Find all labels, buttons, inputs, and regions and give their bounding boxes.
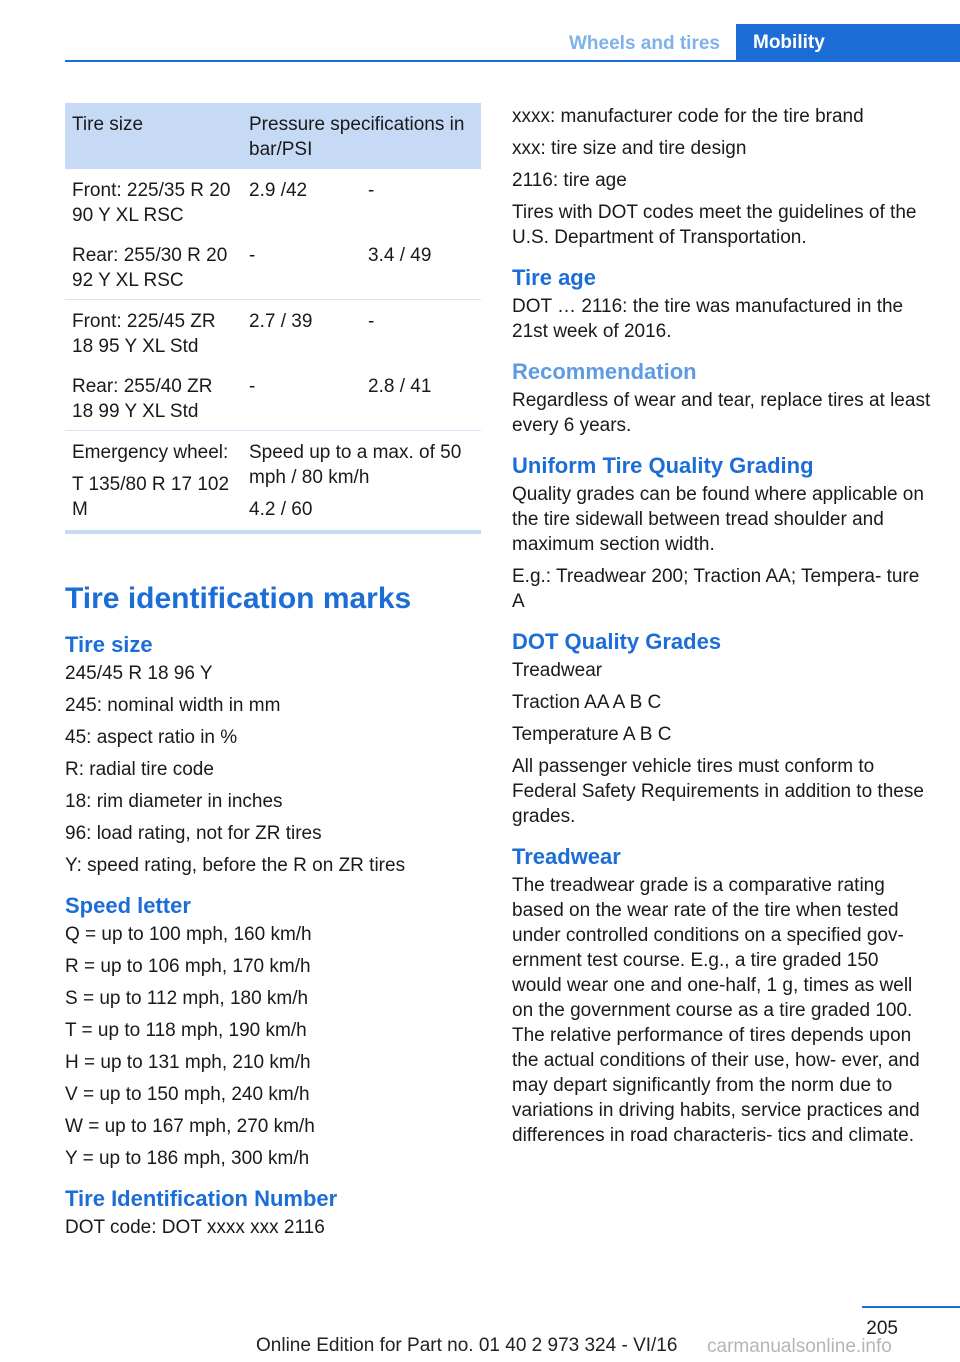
utqg-example: E.g.: Treadwear 200; Traction AA; Tempera‐ ture A xyxy=(512,566,920,612)
speed-letter-line: H = up to 131 mph, 210 km/h xyxy=(65,1052,311,1073)
intro-line: 2116: tire age xyxy=(512,170,627,191)
page-number-rule xyxy=(862,1306,960,1308)
pressure-table xyxy=(65,103,481,534)
utqg-heading: Uniform Tire Quality Grading xyxy=(512,453,814,478)
recommendation-heading: Recommendation xyxy=(512,359,697,384)
tire-size-line: 96: load rating, not for ZR tires xyxy=(65,823,322,844)
front-pressure-cell: - xyxy=(249,245,256,266)
tire-size-cell: Front: 225/45 ZR 18 95 Y XL Std xyxy=(65,300,242,366)
utqg-text: Quality grades can be found where applicable on the tire sidewall between tread shoulder and maximum section width. xyxy=(512,484,924,555)
intro-line: xxx: tire size and tire design xyxy=(512,138,747,159)
tin-line: DOT code: DOT xxxx xxx 2116 xyxy=(65,1217,325,1238)
treadwear-text: The treadwear grade is a comparative rating based on the wear rate of the tire when tested under controlled conditions on a specified gov‐ ernment test course. E.g., a tire graded 150 would wear one and one-half, 1 g, times as well on the government course as a tire graded 100. The relative performance of tires depends upon the actual conditions of their use, how‐ ever, and may depart significantly from the norm due to variations in driving habits, service practices and differences in road characteris‐ tics and climate. xyxy=(512,875,920,1146)
speed-letter-line: V = up to 150 mph, 240 km/h xyxy=(65,1084,310,1105)
tire-age-heading: Tire age xyxy=(512,265,596,290)
speed-letter-heading: Speed letter xyxy=(65,893,191,918)
front-pressure-cell: - xyxy=(249,376,256,397)
tire-size-cell: Rear: 255/30 R 20 92 Y XL RSC xyxy=(72,245,228,291)
dot-grades-line: Treadwear xyxy=(512,660,603,681)
front-pressure-cell: 2.9 /42 xyxy=(249,180,308,201)
rear-pressure-cell: 2.8 / 41 xyxy=(368,376,432,397)
table-row xyxy=(65,365,481,431)
tire-size-line: 245/45 R 18 96 Y xyxy=(65,663,213,684)
recommendation-text: Regardless of wear and tear, replace tires at least every 6 years. xyxy=(512,390,931,436)
tire-size-heading: Tire size xyxy=(65,632,153,657)
table-header-pressure: Pressure specifications in bar/PSI xyxy=(242,103,481,169)
dot-grades-text: All passenger vehicle tires must conform to Federal Safety Requirements in addition to these grades. xyxy=(512,756,924,827)
tire-size-line: Y: speed rating, before the R on ZR tires xyxy=(65,855,406,876)
emergency-wheel-cell xyxy=(65,431,242,533)
emergency-wheel-row xyxy=(65,431,481,533)
rear-pressure-cell: - xyxy=(368,180,375,201)
header-section-title: Wheels and tires xyxy=(569,33,720,54)
right-column xyxy=(512,104,932,1155)
edition-footer: Online Edition for Part no. 01 40 2 973 324 - VI/16 xyxy=(256,1335,678,1356)
treadwear-heading: Treadwear xyxy=(512,844,621,869)
dot-grades-line: Temperature A B C xyxy=(512,724,672,745)
rear-pressure-cell: - xyxy=(361,300,481,366)
speed-letter-line: Q = up to 100 mph, 160 km/h xyxy=(65,924,312,945)
watermark: carmanualsonline.info xyxy=(707,1336,892,1357)
tire-size-line: 245: nominal width in mm xyxy=(65,695,281,716)
speed-letter-line: W = up to 167 mph, 270 km/h xyxy=(65,1116,315,1137)
tire-size-line: 45: aspect ratio in % xyxy=(65,727,238,748)
header-chapter-tab: Mobility xyxy=(736,24,960,62)
dot-grades-heading: DOT Quality Grades xyxy=(512,629,722,654)
emergency-wheel-spec-cell xyxy=(242,431,481,533)
table-row xyxy=(65,300,481,366)
intro-line: xxxx: manufacturer code for the tire brand xyxy=(512,106,864,127)
table-header-tire-size: Tire size xyxy=(65,103,242,169)
page-number: 205 xyxy=(866,1318,898,1339)
emergency-wheel-speed: Speed up to a max. of 50 mph / 80 km/h xyxy=(249,442,462,488)
tire-size-cell: Rear: 255/40 ZR 18 99 Y XL Std xyxy=(72,376,213,422)
tire-size-line: 18: rim diameter in inches xyxy=(65,791,283,812)
emergency-wheel-size: T 135/80 R 17 102 M xyxy=(72,474,230,520)
tire-age-text: DOT … 2116: the tire was manufactured in the 21st week of 2016. xyxy=(512,296,904,342)
emergency-wheel-pressure: 4.2 / 60 xyxy=(249,499,313,520)
rear-pressure-cell: 3.4 / 49 xyxy=(368,245,432,266)
table-header-row xyxy=(65,103,481,169)
table-row xyxy=(65,234,481,300)
section-title: Tire identification marks xyxy=(65,582,412,615)
page-header xyxy=(0,0,960,62)
speed-letter-line: Y = up to 186 mph, 300 km/h xyxy=(65,1148,310,1169)
table-row xyxy=(65,169,481,234)
tire-size-cell: Front: 225/35 R 20 90 Y XL RSC xyxy=(72,180,231,226)
emergency-wheel-label: Emergency wheel: xyxy=(72,442,229,463)
left-column xyxy=(65,103,481,1247)
speed-letter-line: T = up to 118 mph, 190 km/h xyxy=(65,1020,307,1041)
speed-letter-line: S = up to 112 mph, 180 km/h xyxy=(65,988,309,1009)
speed-letter-line: R = up to 106 mph, 170 km/h xyxy=(65,956,311,977)
intro-line: Tires with DOT codes meet the guidelines of the U.S. Department of Transportation. xyxy=(512,202,917,248)
tin-heading: Tire Identification Number xyxy=(65,1186,338,1211)
dot-grades-line: Traction AA A B C xyxy=(512,692,662,713)
front-pressure-cell: 2.7 / 39 xyxy=(242,300,361,366)
tire-size-line: R: radial tire code xyxy=(65,759,214,780)
